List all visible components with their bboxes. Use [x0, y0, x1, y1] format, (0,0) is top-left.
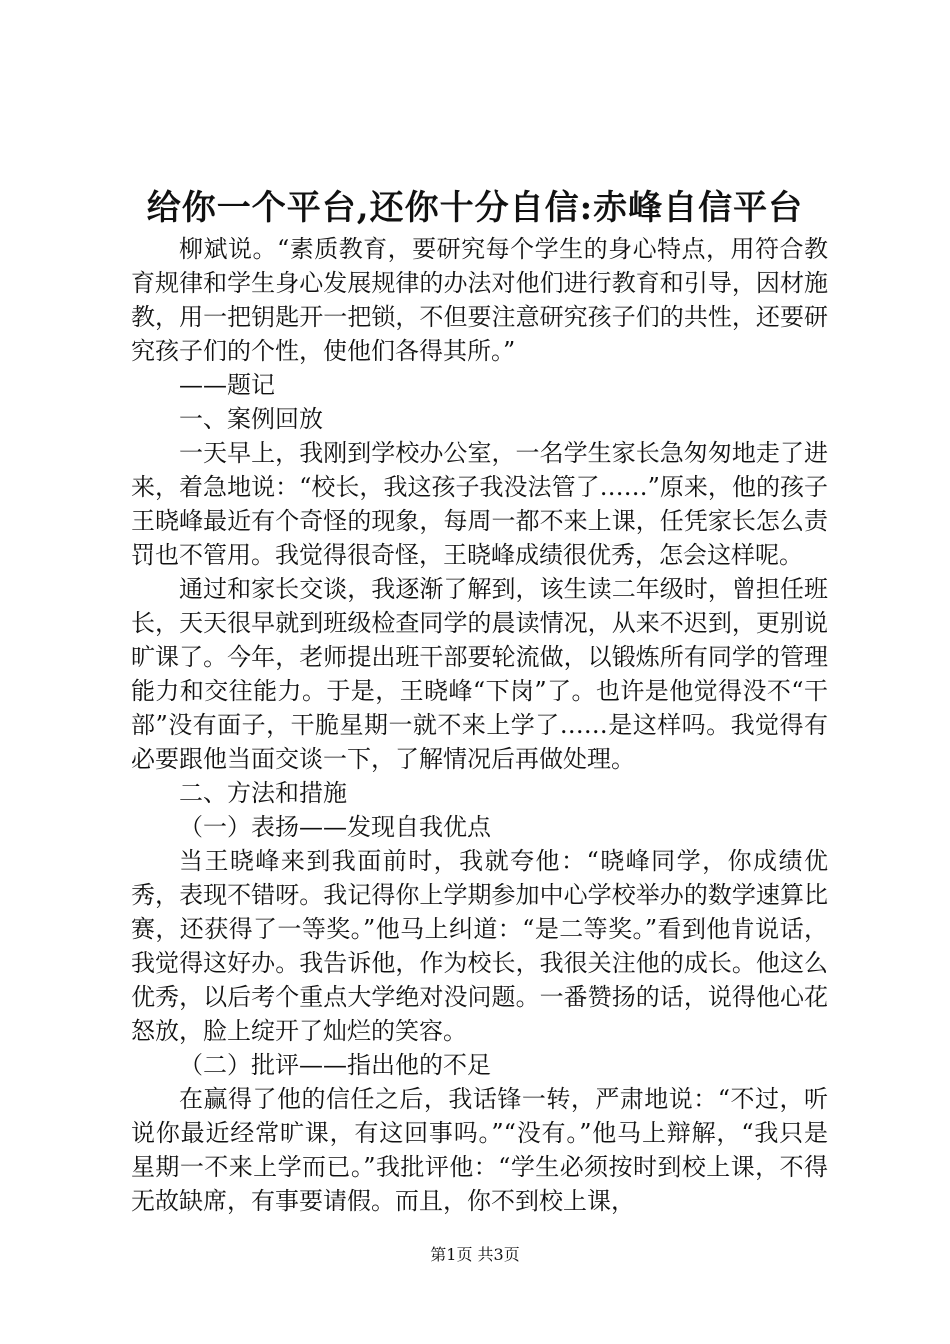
paragraph: 在赢得了他的信任之后，我话锋一转，严肃地说：“不过，听说你最近经常旷课，有这回事吗。”“没有。”他马上辩解，“我只是星期一不来上学而已。”我批评他：“学生必须按时到校上课，不得无故缺席，有事要请假。而且，你不到校上课， — [131, 1085, 828, 1215]
paragraph: 一天早上，我刚到学校办公室，一名学生家长急匆匆地走了进来，着急地说：“校长，我这孩子我没法管了……”原来，他的孩子王晓峰最近有个奇怪的现象，每周一都不来上课，任凭家长怎么责罚也不管用。我觉得很奇怪，王晓峰成绩很优秀，怎会这样呢。 — [131, 439, 828, 569]
page-footer: 第1页 共3页 — [430, 1245, 520, 1264]
paragraph: 通过和家长交谈，我逐渐了解到，该生读二年级时，曾担任班长，天天很早就到班级检查同学的晨读情况，从来不迟到，更别说旷课了。今年，老师提出班干部要轮流做，以锻炼所有同学的管理能力和交往能力。于是，王晓峰“下岗”了。也许是他觉得没不“干部”没有面子，干脆星期一就不来上学了……是这样吗。我觉得有必要跟他当面交谈一下，了解情况后再做处理。 — [131, 575, 828, 773]
section-heading-case-review: 一、案例回放 — [179, 405, 323, 433]
paragraph-epigraph-attribution: ——题记 — [179, 371, 275, 399]
document-title: 给你一个平台,还你十分自信:赤峰自信平台 — [146, 188, 804, 228]
document-body — [131, 232, 828, 1218]
paragraph-quote: 柳斌说。“素质教育，要研究每个学生的身心特点，用符合教育规律和学生身心发展规律的办法对他们进行教育和引导，因材施教，用一把钥匙开一把锁，不但要注意研究孩子们的共性，还要研究孩子们的个性，使他们各得其所。” — [131, 235, 828, 365]
paragraph: 当王晓峰来到我面前时，我就夸他：“晓峰同学，你成绩优秀，表现不错呀。我记得你上学期参加中心学校举办的数学速算比赛，还获得了一等奖。”他马上纠道：“是二等奖。”看到他肯说话，我觉得这好办。我告诉他，作为校长，我很关注他的成长。他这么优秀，以后考个重点大学绝对没问题。一番赞扬的话，说得他心花怒放，脸上绽开了灿烂的笑容。 — [131, 847, 828, 1045]
subsection-heading-praise: （一）表扬——发现自我优点 — [179, 813, 491, 841]
subsection-heading-criticism: （二）批评——指出他的不足 — [179, 1051, 491, 1079]
section-heading-methods: 二、方法和措施 — [179, 779, 347, 807]
